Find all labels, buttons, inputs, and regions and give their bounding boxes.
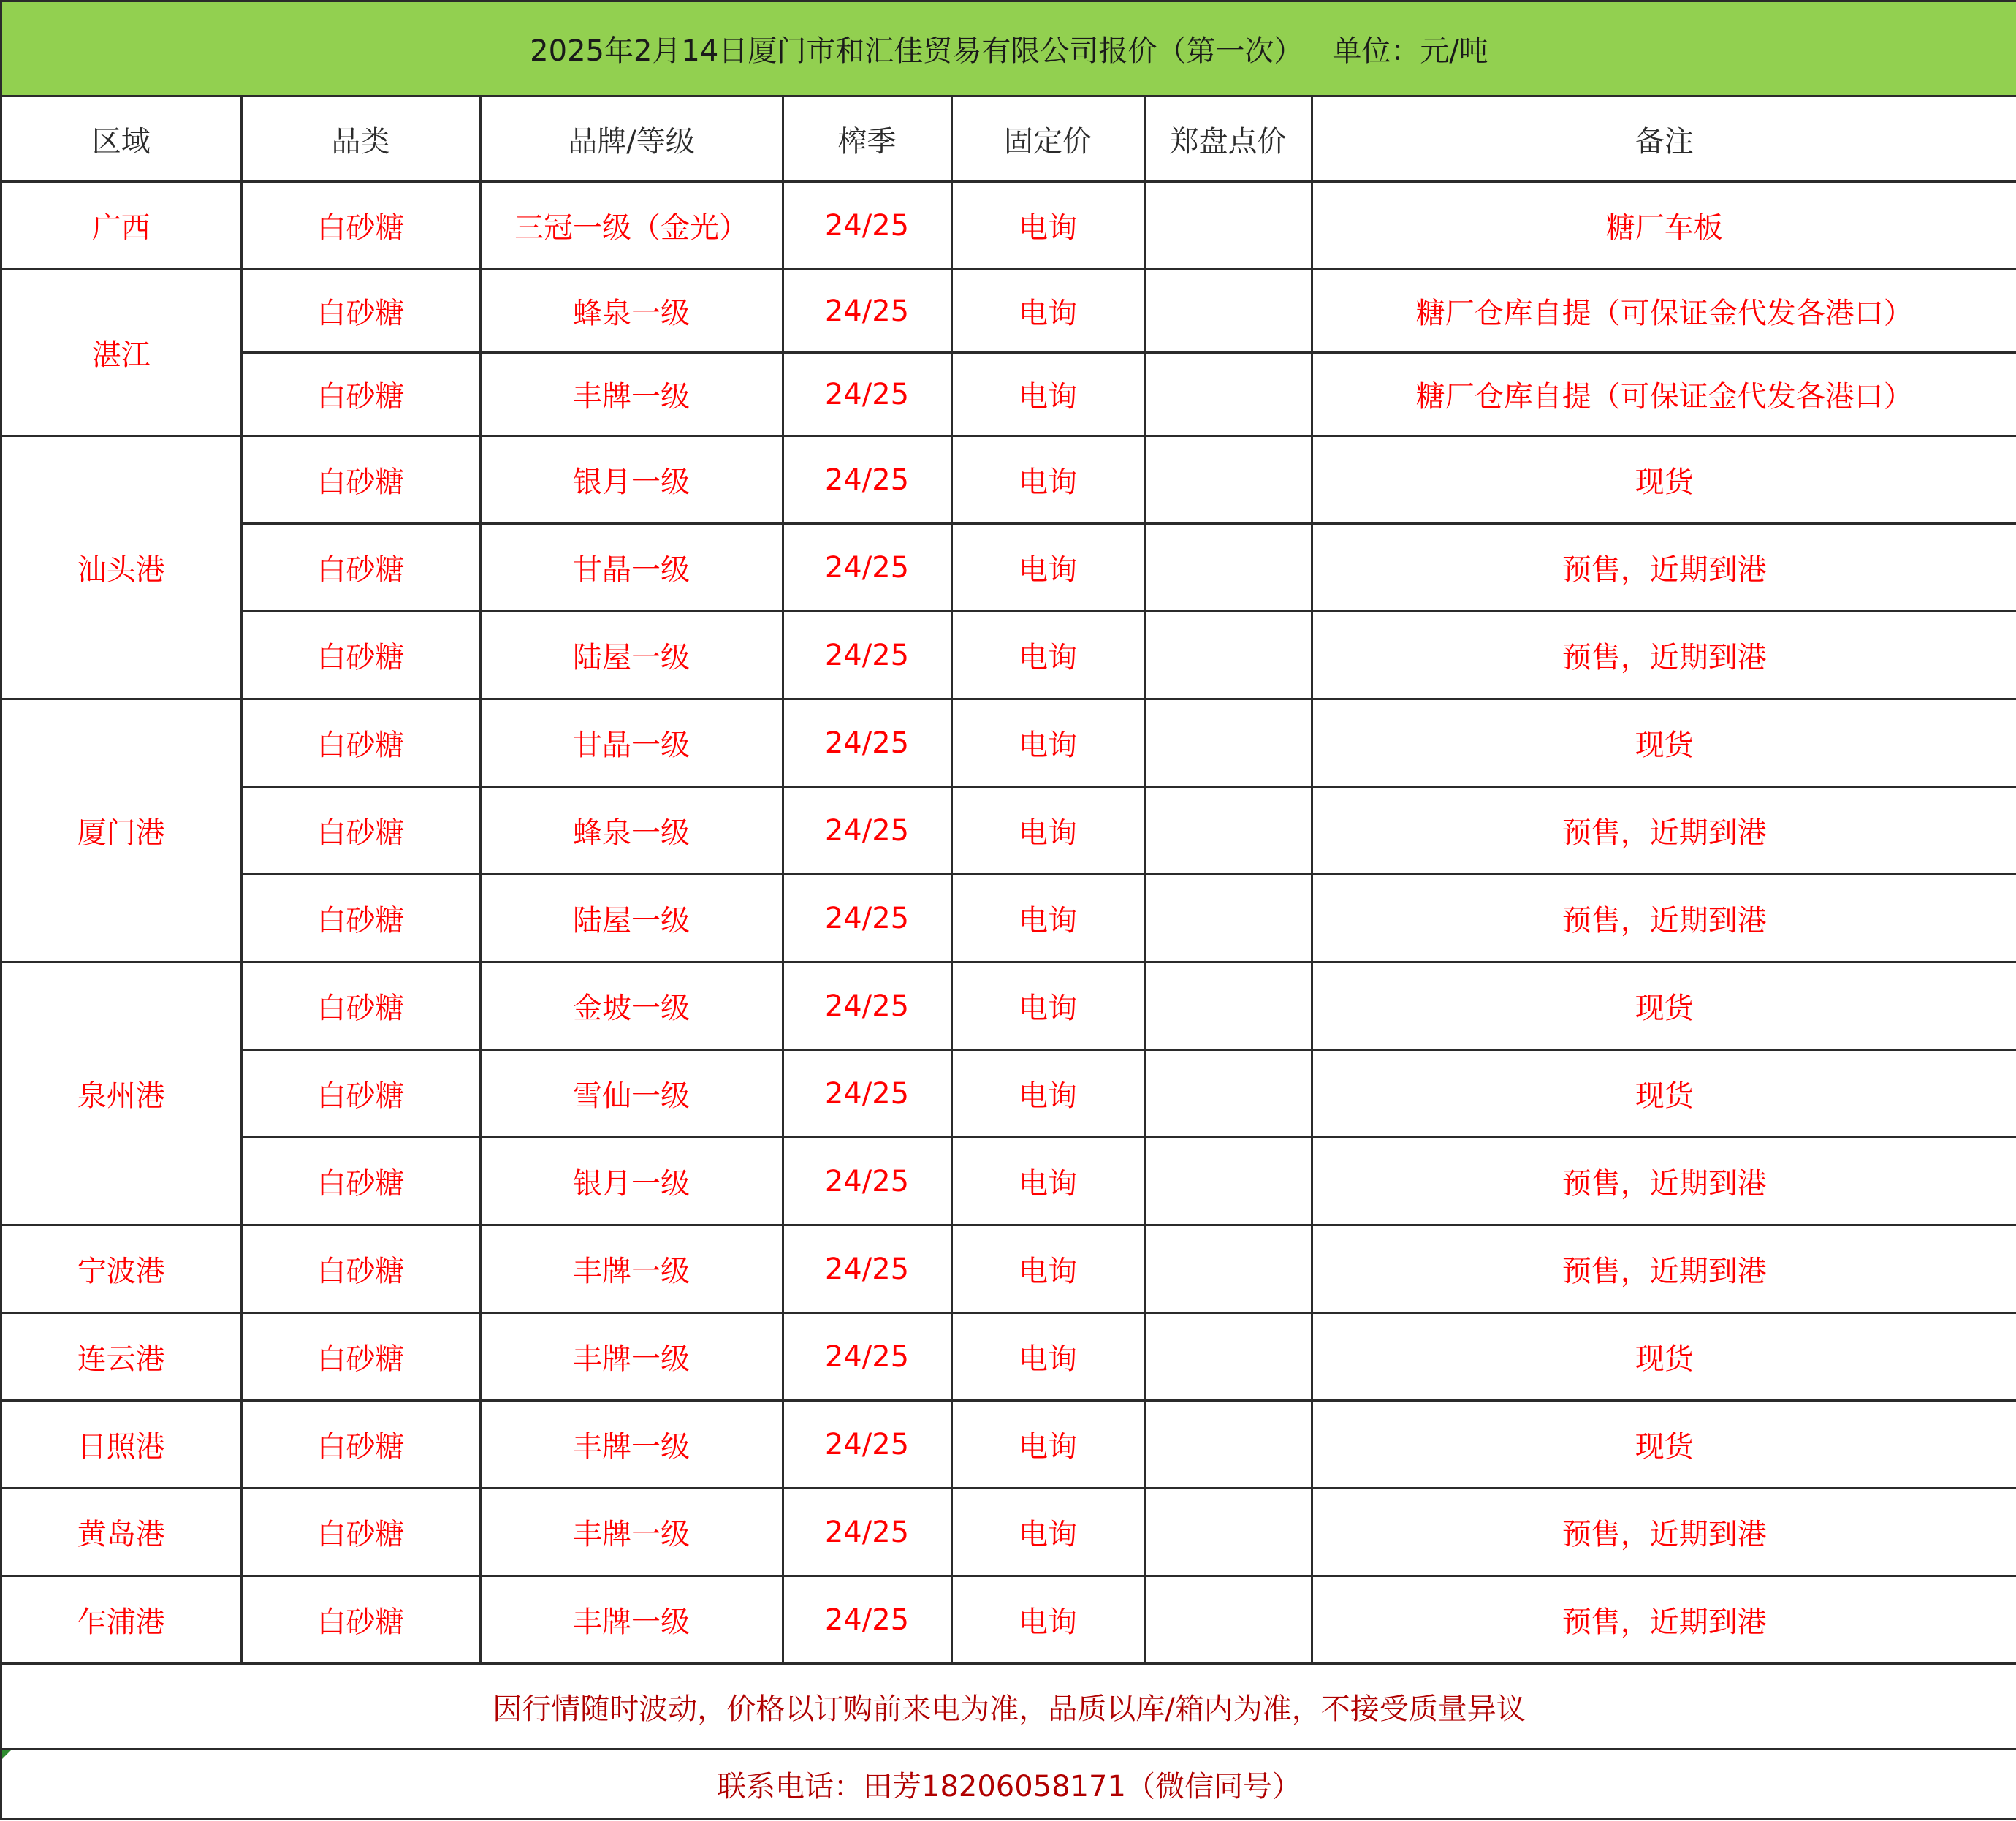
region-cell: 汕头港 [2,436,241,699]
brand-cell: 三冠一级（金光） [480,182,783,270]
table-row [2,1313,2016,1401]
region-cell: 宁波港 [2,1225,241,1313]
futures-cell [1144,787,1312,875]
note-cell: 预售，近期到港 [1312,524,2016,612]
futures-cell [1144,270,1312,353]
region-cell: 厦门港 [2,699,241,962]
table-row [2,182,2016,270]
season-cell: 24/25 [783,1401,951,1489]
category-cell: 白砂糖 [241,1401,480,1489]
futures-cell [1144,699,1312,787]
category-cell: 白砂糖 [241,787,480,875]
brand-cell: 陆屋一级 [480,875,783,962]
futures-cell [1144,436,1312,524]
price-cell: 电询 [951,1489,1144,1576]
futures-cell [1144,1489,1312,1576]
season-cell: 24/25 [783,1050,951,1138]
table-row [2,1401,2016,1489]
note-cell: 现货 [1312,699,2016,787]
contact-row [2,1750,2016,1820]
futures-cell [1144,353,1312,436]
column-header-category: 品类 [241,97,480,182]
note-cell: 预售，近期到港 [1312,787,2016,875]
brand-cell: 丰牌一级 [480,1225,783,1313]
price-cell: 电询 [951,1401,1144,1489]
brand-cell: 银月一级 [480,436,783,524]
table-row [2,353,2016,436]
price-cell: 电询 [951,436,1144,524]
contact-text: 联系电话：田芳18206058171（微信同号） [717,1770,1301,1803]
table-row [2,1576,2016,1664]
title-bar [2,0,2016,97]
table-row [2,699,2016,787]
category-cell: 白砂糖 [241,353,480,436]
season-cell: 24/25 [783,182,951,270]
note-cell: 现货 [1312,1401,2016,1489]
futures-cell [1144,182,1312,270]
season-cell: 24/25 [783,1225,951,1313]
column-header-season: 榨季 [783,97,951,182]
season-cell: 24/25 [783,875,951,962]
brand-cell: 甘晶一级 [480,699,783,787]
column-header-note: 备注 [1312,97,2016,182]
table-row [2,787,2016,875]
price-cell: 电询 [951,699,1144,787]
note-cell: 预售，近期到港 [1312,612,2016,699]
price-cell: 电询 [951,524,1144,612]
season-cell: 24/25 [783,1313,951,1401]
futures-cell [1144,1313,1312,1401]
note-cell: 现货 [1312,962,2016,1050]
category-cell: 白砂糖 [241,436,480,524]
category-cell: 白砂糖 [241,182,480,270]
note-cell: 预售，近期到港 [1312,1489,2016,1576]
region-cell: 湛江 [2,270,241,436]
season-cell: 24/25 [783,787,951,875]
price-cell: 电询 [951,612,1144,699]
futures-cell [1144,875,1312,962]
category-cell: 白砂糖 [241,962,480,1050]
season-cell: 24/25 [783,1489,951,1576]
category-cell: 白砂糖 [241,612,480,699]
brand-cell: 甘晶一级 [480,524,783,612]
price-cell: 电询 [951,1050,1144,1138]
futures-cell [1144,1401,1312,1489]
category-cell: 白砂糖 [241,1050,480,1138]
price-cell: 电询 [951,1576,1144,1664]
table-row [2,1225,2016,1313]
futures-cell [1144,1225,1312,1313]
cell-corner-marker-icon [2,1750,11,1759]
season-cell: 24/25 [783,270,951,353]
note-cell: 糖厂仓库自提（可保证金代发各港口） [1312,270,2016,353]
region-cell: 乍浦港 [2,1576,241,1664]
futures-cell [1144,962,1312,1050]
disclaimer-text: 因行情随时波动，价格以订购前来电为准，品质以库/箱内为准，不接受质量异议 [492,1692,1526,1726]
brand-cell: 雪仙一级 [480,1050,783,1138]
category-cell: 白砂糖 [241,1138,480,1225]
note-cell: 预售，近期到港 [1312,875,2016,962]
category-cell: 白砂糖 [241,1576,480,1664]
brand-cell: 丰牌一级 [480,353,783,436]
price-cell: 电询 [951,962,1144,1050]
brand-cell: 银月一级 [480,1138,783,1225]
quote-table [2,97,2016,1665]
table-row [2,1489,2016,1576]
price-cell: 电询 [951,182,1144,270]
note-cell: 糖厂车板 [1312,182,2016,270]
price-cell: 电询 [951,1225,1144,1313]
note-cell: 现货 [1312,1050,2016,1138]
table-row [2,270,2016,353]
column-header-region: 区域 [2,97,241,182]
price-cell: 电询 [951,1138,1144,1225]
page-title: 2025年2月14日厦门市和汇佳贸易有限公司报价（第一次） [530,34,1304,68]
table-row [2,524,2016,612]
brand-cell: 蜂泉一级 [480,270,783,353]
season-cell: 24/25 [783,524,951,612]
note-cell: 现货 [1312,436,2016,524]
price-cell: 电询 [951,875,1144,962]
futures-cell [1144,612,1312,699]
column-header-futures-price: 郑盘点价 [1144,97,1312,182]
table-row [2,436,2016,524]
season-cell: 24/25 [783,353,951,436]
region-cell: 日照港 [2,1401,241,1489]
note-cell: 糖厂仓库自提（可保证金代发各港口） [1312,353,2016,436]
season-cell: 24/25 [783,699,951,787]
season-cell: 24/25 [783,1576,951,1664]
brand-cell: 蜂泉一级 [480,787,783,875]
category-cell: 白砂糖 [241,270,480,353]
price-cell: 电询 [951,787,1144,875]
brand-cell: 丰牌一级 [480,1401,783,1489]
table-row [2,1138,2016,1225]
category-cell: 白砂糖 [241,875,480,962]
season-cell: 24/25 [783,436,951,524]
category-cell: 白砂糖 [241,524,480,612]
region-cell: 黄岛港 [2,1489,241,1576]
note-cell: 预售，近期到港 [1312,1225,2016,1313]
region-cell: 连云港 [2,1313,241,1401]
category-cell: 白砂糖 [241,1489,480,1576]
category-cell: 白砂糖 [241,1313,480,1401]
category-cell: 白砂糖 [241,1225,480,1313]
table-row [2,962,2016,1050]
futures-cell [1144,1138,1312,1225]
region-cell: 泉州港 [2,962,241,1225]
disclaimer-row [2,1665,2016,1750]
region-cell: 广西 [2,182,241,270]
brand-cell: 金坡一级 [480,962,783,1050]
price-cell: 电询 [951,353,1144,436]
futures-cell [1144,524,1312,612]
table-row [2,1050,2016,1138]
brand-cell: 丰牌一级 [480,1576,783,1664]
season-cell: 24/25 [783,962,951,1050]
price-cell: 电询 [951,1313,1144,1401]
futures-cell [1144,1576,1312,1664]
futures-cell [1144,1050,1312,1138]
table-row [2,875,2016,962]
column-header-fixed-price: 固定价 [951,97,1144,182]
price-cell: 电询 [951,270,1144,353]
brand-cell: 陆屋一级 [480,612,783,699]
unit-label: 单位：元/吨 [1332,34,1488,68]
brand-cell: 丰牌一级 [480,1313,783,1401]
note-cell: 预售，近期到港 [1312,1576,2016,1664]
season-cell: 24/25 [783,1138,951,1225]
note-cell: 预售，近期到港 [1312,1138,2016,1225]
column-header-brand: 品牌/等级 [480,97,783,182]
header-row [2,97,2016,182]
table-row [2,612,2016,699]
brand-cell: 丰牌一级 [480,1489,783,1576]
category-cell: 白砂糖 [241,699,480,787]
season-cell: 24/25 [783,612,951,699]
note-cell: 现货 [1312,1313,2016,1401]
